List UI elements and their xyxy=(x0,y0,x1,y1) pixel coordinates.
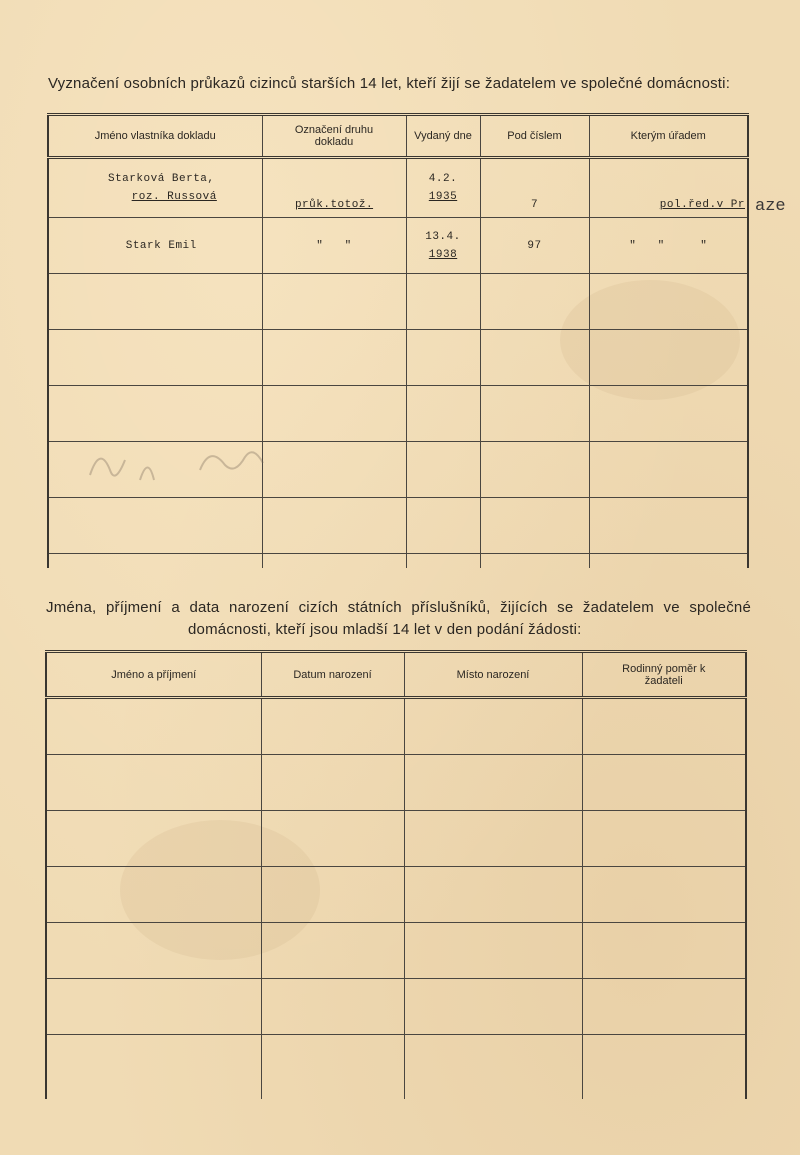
doc-type: průk.totož. xyxy=(294,199,374,211)
section1-heading: Vyznačení osobních průkazů cizinců starších 14 let, kteří žijí se žadatelem ve společné domácnosti: xyxy=(48,75,731,92)
column-header: Pod číslem xyxy=(480,115,589,158)
table-header-row xyxy=(48,115,748,158)
owner-maiden-name: roz. Russová xyxy=(131,191,217,203)
table-row xyxy=(48,554,748,569)
owner-name: Stark Emil xyxy=(125,239,197,252)
section2-heading-line1: Jména, příjmení a data narození cizích státních příslušníků, žijících se žadatelem ve společné xyxy=(46,599,751,616)
office-cell xyxy=(589,218,748,274)
doc-type-cell xyxy=(262,218,406,274)
table-row xyxy=(48,498,748,554)
column-header: Datum narození xyxy=(261,652,404,698)
issuing-office: " " " xyxy=(629,239,708,252)
column-header: Rodinný poměr k žadateli xyxy=(582,652,746,698)
number-cell xyxy=(480,218,589,274)
doc-number: 97 xyxy=(527,239,542,252)
issuing-office: pol.řed.v Pr xyxy=(659,199,745,211)
office-cell xyxy=(589,158,748,218)
column-header: Jméno vlastníka dokladu xyxy=(48,115,262,158)
column-header: Vydaný dne xyxy=(406,115,480,158)
table-header-row xyxy=(46,652,746,698)
owner-name-cell xyxy=(48,158,262,218)
doc-type: " " xyxy=(316,239,352,252)
column-header: Kterým úřadem xyxy=(589,115,748,158)
column-header: Jméno a příjmení xyxy=(46,652,261,698)
table-row xyxy=(48,330,748,386)
table-row xyxy=(48,218,748,274)
column-header: Místo narození xyxy=(404,652,582,698)
issued-date-year: 1935 xyxy=(428,191,458,203)
issued-date-cell xyxy=(406,158,480,218)
issued-date-day: 13.4. xyxy=(425,230,461,243)
faint-signature xyxy=(80,435,300,495)
table-row xyxy=(46,755,746,811)
table-row xyxy=(46,1035,746,1100)
table-row xyxy=(48,158,748,218)
table-row xyxy=(46,923,746,979)
table-row xyxy=(46,811,746,867)
owner-name: Starková Berta, xyxy=(107,173,215,185)
doc-number: 7 xyxy=(530,199,539,211)
table-row xyxy=(46,867,746,923)
doc-type-cell xyxy=(262,158,406,218)
issued-date-day: 4.2. xyxy=(428,173,458,185)
column-header: Označení druhu dokladu xyxy=(262,115,406,158)
table-row xyxy=(46,979,746,1035)
office-overflow-text: aze xyxy=(755,197,786,216)
table-row xyxy=(48,274,748,330)
table-row xyxy=(46,698,746,755)
owner-name-cell xyxy=(48,218,262,274)
issued-date-year: 1938 xyxy=(428,248,458,261)
number-cell xyxy=(480,158,589,218)
issued-date-cell xyxy=(406,218,480,274)
section2-heading-line2: domácnosti, kteří jsou mladší 14 let v den podání žádosti: xyxy=(188,621,582,638)
table-row xyxy=(48,386,748,442)
children-table xyxy=(45,650,747,1099)
identity-documents-table xyxy=(47,113,749,568)
